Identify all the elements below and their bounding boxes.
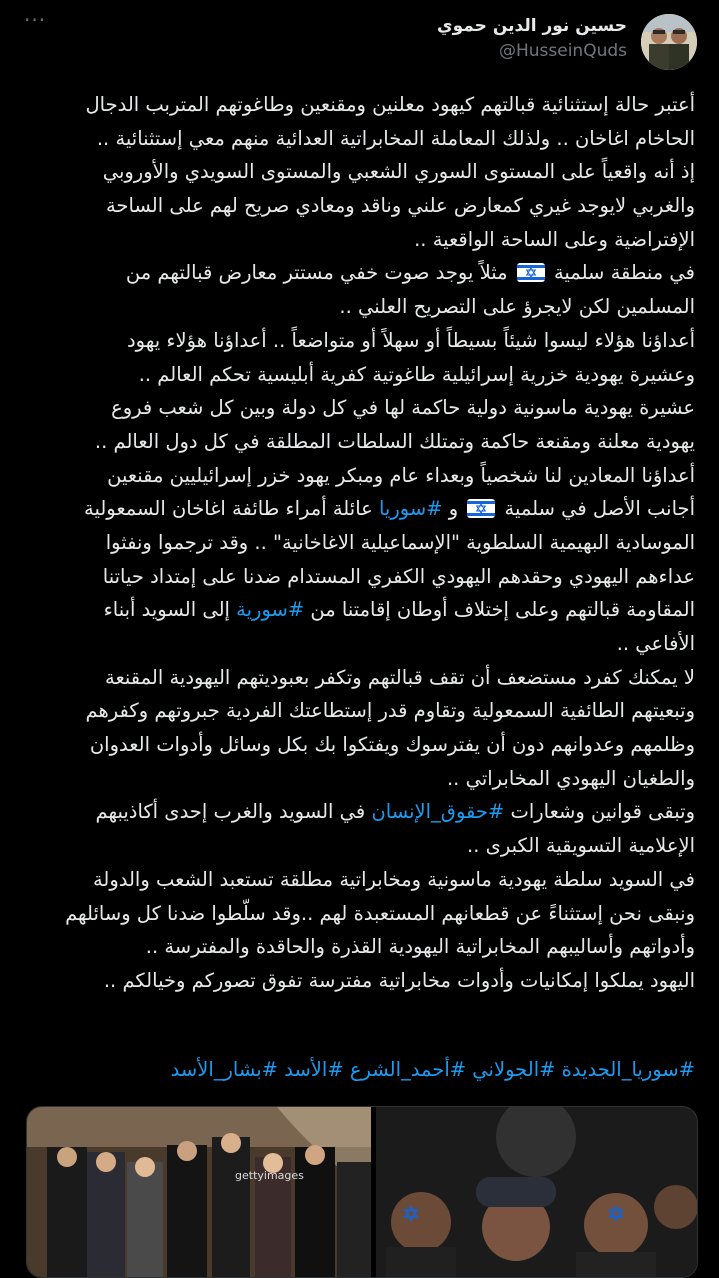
tweet-text-segment: وتبعيتهم الطائفية السمعولية وتقاوم قدر إستطاعتك الفردية جبروتهم وكفرهم	[85, 699, 695, 723]
tweet-text-line	[26, 492, 695, 526]
tweet-text-segment: وتبقى قوانين وشعارات	[504, 800, 695, 824]
tweet-text-segment: إذ أنه واقعياً على المستوى السوري الشعبي والمستوى السويدي والأوروبي	[102, 160, 695, 184]
tweet-text-line	[26, 728, 695, 762]
tweet-text-line	[26, 627, 695, 661]
tweet-text-segment: وأدواتهم وأساليبهم المخابراتية اليهودية القذرة والحاقدة والمفترسة ..	[145, 935, 695, 959]
tweet-text-segment: أعتبر حالة إستثنائية قبالتهم كيهود معلنين ومقنعين وطاغوتهم المتربب الدجال	[85, 93, 695, 116]
tweet-text-segment: ونبقى نحن إستثناءً عن قطعانهم المستعبدة لهم ..وقد سلّطوا ضدنا كل وسائلهم	[65, 901, 695, 925]
tweet-text-line	[26, 459, 695, 493]
hashtag-link[interactable]: #سوريا	[378, 497, 443, 521]
israel-flag-icon	[517, 263, 545, 282]
tweet-text-segment: أعداؤنا المعادين لنا شخصياً وبعداء عام ومبكر يهود خزر إسرائيليين مقنعين	[107, 463, 695, 487]
author-handle[interactable]: @HusseinQuds	[498, 41, 627, 61]
tweet-text-line	[26, 526, 695, 560]
group-photo-illustration	[27, 1107, 371, 1277]
illustration-artwork	[376, 1107, 697, 1277]
tweet-text-segment: عائلة أمراء طائفة اغاخان السمعولية	[83, 497, 379, 521]
tweet-text-line	[26, 863, 695, 897]
tweet-text-segment: عداءهم اليهودي وحقدهم اليهودي الكفري المستدام ضدنا على إمتداد حياتنا	[102, 564, 695, 588]
tweet-text-segment: في السويد سلطة يهودية ماسونية ومخابراتية مطلقة تستعبد الشعب والدولة	[92, 867, 695, 891]
tweet-header	[0, 0, 719, 86]
tweet-text-segment: أجانب الأصل في سلمية	[498, 497, 695, 521]
tweet-text-line	[26, 964, 695, 998]
hashtag-link[interactable]: #حقوق_الإنسان	[371, 800, 505, 824]
tweet-text-line	[26, 358, 695, 392]
tweet-text-segment: أعداؤنا هؤلاء ليسوا شيئاً بسيطاً أو سهلاً أو متواضعاً .. أعداؤنا هؤلاء يهود	[127, 328, 695, 352]
tweet-text-segment: والغربي لايوجد غيري كمعارض علني وناقد ومعادي صريح لهم على الساحة	[105, 194, 695, 218]
tweet-text-segment: والطغيان اليهودي المخابراتي ..	[446, 766, 695, 790]
tweet-text-segment: الحاخام اغاخان .. ولذلك المعاملة المخابراتية العدائية منهم معي إستثنائية ..	[96, 126, 695, 150]
tweet-text-line	[26, 930, 695, 964]
tweet-text-segment: الموسادية البهيمية السلطوية "الإسماعيلية الاغاخانية" .. وقد ترجموا ونفثوا	[105, 530, 695, 554]
tweet-hashtags[interactable]: #سوريا_الجديدة #الجولاني #أحمد_الشرع #الأسد #بشار_الأسد	[170, 1058, 695, 1081]
tweet-text-segment: في منطقة سلمية	[547, 261, 695, 285]
tweet-text-line	[26, 694, 695, 728]
tweet-text-line	[26, 122, 695, 156]
hashtag-link[interactable]: #سورية	[236, 598, 305, 622]
tweet-text-segment: في السويد والغرب إحدى أكاذيبهم	[95, 800, 372, 824]
media-image-group-photo[interactable]	[27, 1107, 371, 1277]
more-options-icon[interactable]: ···	[24, 8, 47, 32]
tweet-text-line	[26, 897, 695, 931]
tweet-text-line	[26, 324, 695, 358]
tweet-text-segment: المقاومة قبالتهم وعلى إختلاف أوطان إقامتنا من	[304, 598, 695, 622]
avatar-photo-icon	[641, 14, 697, 70]
tweet-text-segment: وعشيرة يهودية خزرية إسرائيلية طاغوتية كفرية أبليسية تحكم العالم ..	[138, 362, 695, 386]
tweet-text-segment: الأفاعي ..	[616, 632, 695, 655]
tweet-text-segment: لا يمكنك كفرد مستضعف أن تقف قبالتهم وتكفر بعبوديتهم اليهودية المقنعة	[105, 665, 695, 689]
tweet-text-line	[26, 155, 695, 189]
tweet-text-line	[26, 829, 695, 863]
tweet-text-segment: عشيرة يهودية ماسونية دولية حاكمة لها في كل دولة وبين كل شعب فروع	[111, 396, 695, 420]
tweet-text-line	[26, 256, 695, 290]
tweet-text-segment: و	[442, 497, 465, 521]
tweet-text-segment: يهودية معلنة ومقنعة حاكمة وتمتلك السلطات المطلقة في كل دول العالم ..	[94, 429, 695, 453]
tweet-text-segment: المسلمين لكن لايجرؤ على التصريح العلني ..	[339, 295, 695, 319]
author-info[interactable]	[437, 14, 627, 64]
tweet-text-line	[26, 290, 695, 324]
israel-flag-icon	[467, 499, 495, 518]
tweet-text-line	[26, 593, 695, 627]
tweet-text-segment: الإفتراضية وعلى الساحة الواقعية ..	[414, 227, 695, 251]
tweet-text-line	[26, 661, 695, 695]
tweet-text-line	[26, 762, 695, 796]
tweet-text-segment: اليهود يملكوا إمكانيات وأدوات مخابراتية مفترسة تفوق تصوركم وخيالكم ..	[103, 968, 695, 992]
tweet-text-segment: الإعلامية التسويقية الكبرى ..	[467, 834, 695, 858]
author-display-name[interactable]: حسين نور الدين حموي	[437, 16, 627, 36]
tweet-text-line	[26, 560, 695, 594]
tweet-text-line	[26, 223, 695, 257]
tweet-text-line	[26, 391, 695, 425]
tweet-text-segment: إلى السويد أبناء	[103, 598, 237, 622]
tweet-text-line	[26, 425, 695, 459]
tweet-media[interactable]	[26, 1106, 698, 1278]
tweet-text-line	[26, 189, 695, 223]
tweet-text	[26, 88, 695, 998]
tweet-text-segment: مثلاً يوجد صوت خفي مستتر معارض قبالتهم من	[125, 261, 514, 285]
media-image-illustration[interactable]	[376, 1107, 697, 1277]
tweet-text-line	[26, 88, 695, 122]
image-watermark: gettyimages	[235, 1169, 304, 1182]
tweet-text-line	[26, 795, 695, 829]
tweet-text-segment: وظلمهم وعدوانهم دون أن يفترسوك ويفتكوا بك بكل وسائل وأدوات العدوان	[89, 733, 695, 757]
author-avatar[interactable]	[641, 14, 697, 70]
